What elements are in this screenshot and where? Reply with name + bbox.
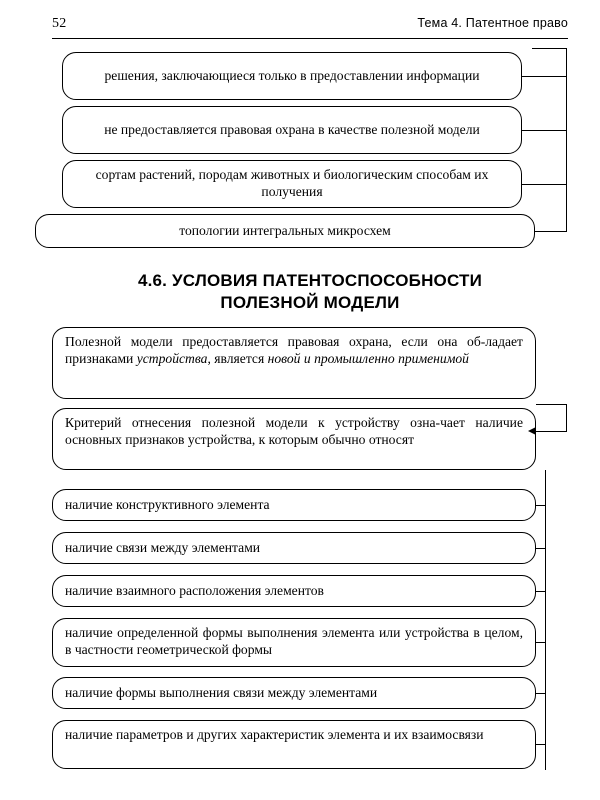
header-topic: Тема 4. Патентное право: [417, 16, 568, 30]
section-title: [52, 270, 568, 314]
connector-line-3: [522, 184, 566, 185]
feature-bracket-1: [536, 505, 546, 506]
definition-box: [52, 327, 536, 399]
arrow-icon: [528, 427, 536, 435]
definition-italic-new: новой и промышленно применимой: [267, 350, 469, 366]
feature-item-3-label: наличие взаимного расположения элементов: [65, 582, 324, 598]
feature-bracket-3: [536, 591, 546, 592]
feature-bracket-5: [536, 693, 546, 694]
top-list-item-3: [62, 160, 522, 208]
connector-line-2: [522, 130, 566, 131]
definition-italic-device: устройства: [136, 350, 208, 366]
top-list-item-4: [35, 214, 535, 248]
feature-item-5: [52, 677, 536, 709]
section-title-line1: 4.6. УСЛОВИЯ ПАТЕНТОСПОСОБНОСТИ: [137, 271, 483, 290]
connector-vertical: [566, 48, 567, 232]
definition-text-part1: Полезной модели предоставляется правовая охрана, если она об-ладает признаками: [65, 334, 523, 366]
feature-item-1: [52, 489, 536, 521]
page-header: [52, 16, 568, 32]
definition-text-part2: , является: [207, 350, 268, 366]
criterion-connector-top: [536, 404, 567, 405]
top-list-item-4-label: топологии интегральных микросхем: [179, 222, 391, 238]
feature-item-4-label: наличие определенной формы выполнения элемента или устройства в целом, в частности геометрической формы: [65, 625, 523, 657]
top-list-item-3-label: сортам растений, породам животных и биологическим способам их получения: [95, 167, 489, 199]
section-title-line2: ПОЛЕЗНОЙ МОДЕЛИ: [220, 292, 400, 312]
feature-item-2: [52, 532, 536, 564]
criterion-connector-vertical: [566, 404, 567, 432]
connector-line-1: [522, 76, 566, 77]
feature-bracket-4: [536, 642, 546, 643]
top-list-item-1: [62, 52, 522, 100]
connector-top-cap: [532, 48, 567, 49]
criterion-text: Критерий отнесения полезной модели к устройству озна-чает наличие основных признаков устройства, к которым обычно относят: [65, 415, 523, 447]
top-list-item-2-label: не предоставляется правовая охрана в качестве полезной модели: [104, 121, 480, 137]
criterion-box: [52, 408, 536, 470]
feature-item-1-label: наличие конструктивного элемента: [65, 496, 270, 512]
connector-line-4: [535, 231, 566, 232]
feature-bracket-6: [536, 744, 546, 745]
top-list-item-2: [62, 106, 522, 154]
feature-item-5-label: наличие формы выполнения связи между элементами: [65, 684, 378, 700]
criterion-connector-line: [536, 431, 566, 432]
feature-item-6-label: наличие параметров и других характеристик элемента и их взаимосвязи: [65, 727, 484, 742]
header-divider: [52, 38, 568, 39]
feature-item-2-label: наличие связи между элементами: [65, 539, 261, 555]
top-list-item-1-label: решения, заключающиеся только в предоставлении информации: [104, 67, 480, 83]
feature-item-3: [52, 575, 536, 607]
page-number: 52: [52, 16, 67, 31]
feature-bracket-2: [536, 548, 546, 549]
feature-bracket-vertical: [545, 470, 546, 770]
feature-item-4: [52, 618, 536, 667]
feature-item-6: [52, 720, 536, 769]
